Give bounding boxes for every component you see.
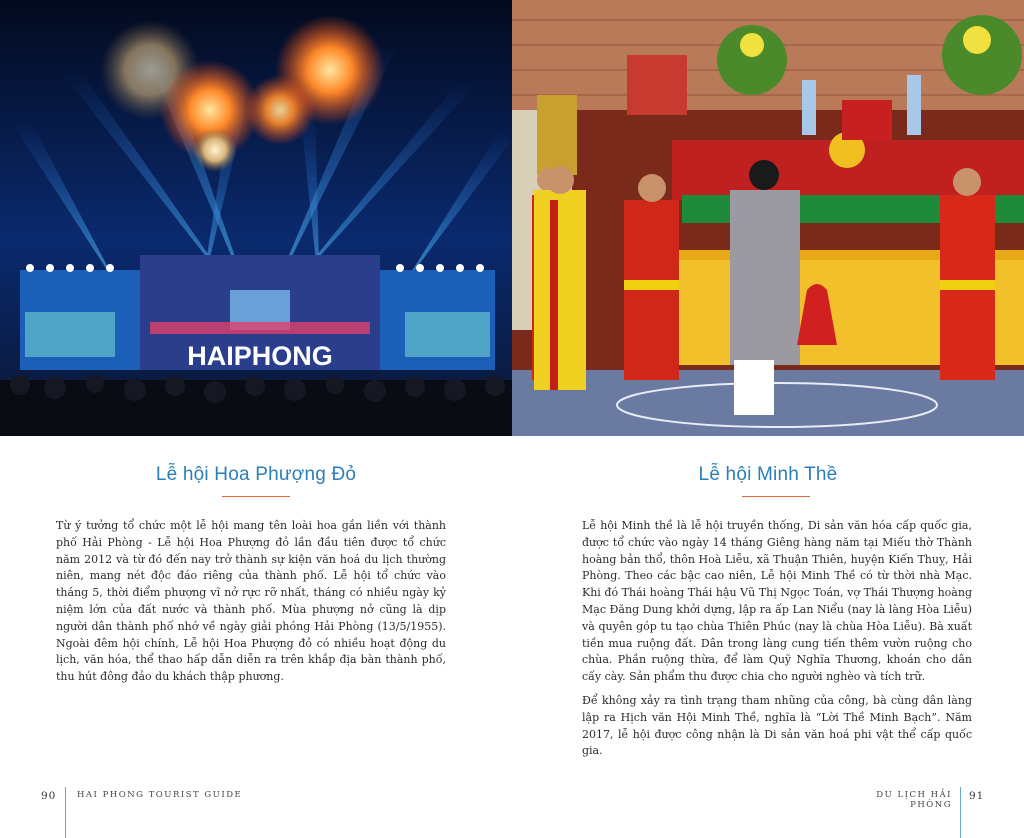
footer-guide-title: HAI PHONG TOURIST GUIDE <box>77 790 243 800</box>
article-body <box>582 518 972 767</box>
article-paragraph: Lễ hội Minh thề là lễ hội truyền thống, Di sản văn hóa cấp quốc gia, được tổ chức vào ngày 14 tháng Giêng hàng năm tại Miếu thờ Thành hoàng bản thổ, thôn Hoà Liễu, xã Thuận Thiên, huyện Kiến Thuỵ, Hải Phòng. Theo các bậc cao niên, Lễ hội Minh Thề có từ thời nhà Mạc. Khi đó Thái hoàng Thái hậu Vũ Thị Ngọc Toán, vợ Thái Thượng hoàng Mạc Đăng Dung khởi dựng, lập ra ấp Lan Niểu (nay là làng Hòa Liễu) và quyên góp tu tạo chùa Thiên Phúc (nay là chùa Hòa Liễu). Bà xuất tiền mua ruộng đất. Dân trong làng cung tiến thêm vườn ruộng cho chùa. Phần ruộng thừa, để làm Quỹ Nghĩa Thương, khoán cho dân cấy cày. Sản phẩm thu được chia cho người nghèo và tích trữ. <box>582 519 972 684</box>
photo-minh-the-ceremony <box>512 0 1024 436</box>
page-number-right: 91 <box>969 790 985 802</box>
footer-divider-left <box>65 787 66 838</box>
article-body <box>56 518 446 693</box>
section-heading-minh-the: Lễ hội Minh Thề <box>698 464 838 485</box>
photo-red-flamboyant-festival <box>0 0 512 436</box>
footer-section-title: DU LỊCH HẢI PHÒNG <box>876 790 952 810</box>
page-number-left: 90 <box>41 790 57 802</box>
stage-sign-text: HAIPHONG <box>187 341 333 371</box>
section-heading-hoa-phuong-do: Lễ hội Hoa Phượng Đỏ <box>155 464 357 485</box>
heading-divider <box>222 496 290 497</box>
heading-divider <box>742 496 810 497</box>
article-paragraph: Từ ý tưởng tổ chức một lễ hội mang tên loài hoa gắn liền với thành phố Hải Phòng - Lễ hội Hoa Phượng đỏ lần đầu tiên được tổ chức năm 2012 và từ đó đến nay trở thành sự kiện văn hoá du lịch thường niên, mang nét độc đáo riêng của thành phố. Lễ hội tổ chức vào tháng 5, thời điểm phượng vĩ nở rực rỡ nhất, tháng có nhiều ngày kỷ niệm lớn của đất nước và thành phố. Mùa phượng nở cũng là dịp người dân thành phố nhớ về ngày giải phóng Hải Phòng (13/5/1955). Ngoài đêm hội chính, Lễ hội Hoa Phượng đỏ có nhiều hoạt động du lịch, văn hóa, thể thao hấp dẫn diễn ra trên khắp địa bàn thành phố, thu hút đông đảo du khách thập phương. <box>56 519 446 684</box>
footer-divider-right <box>960 787 961 838</box>
article-paragraph: Để không xảy ra tình trạng tham nhũng của công, bà cùng dân làng lập ra Hịch văn Hội Minh Thề, nghĩa là “Lời Thề Minh Bạch”. Năm 2017, lễ hội được công nhận là Di sản văn hoá phi vật thể cấp quốc gia. <box>582 693 972 758</box>
